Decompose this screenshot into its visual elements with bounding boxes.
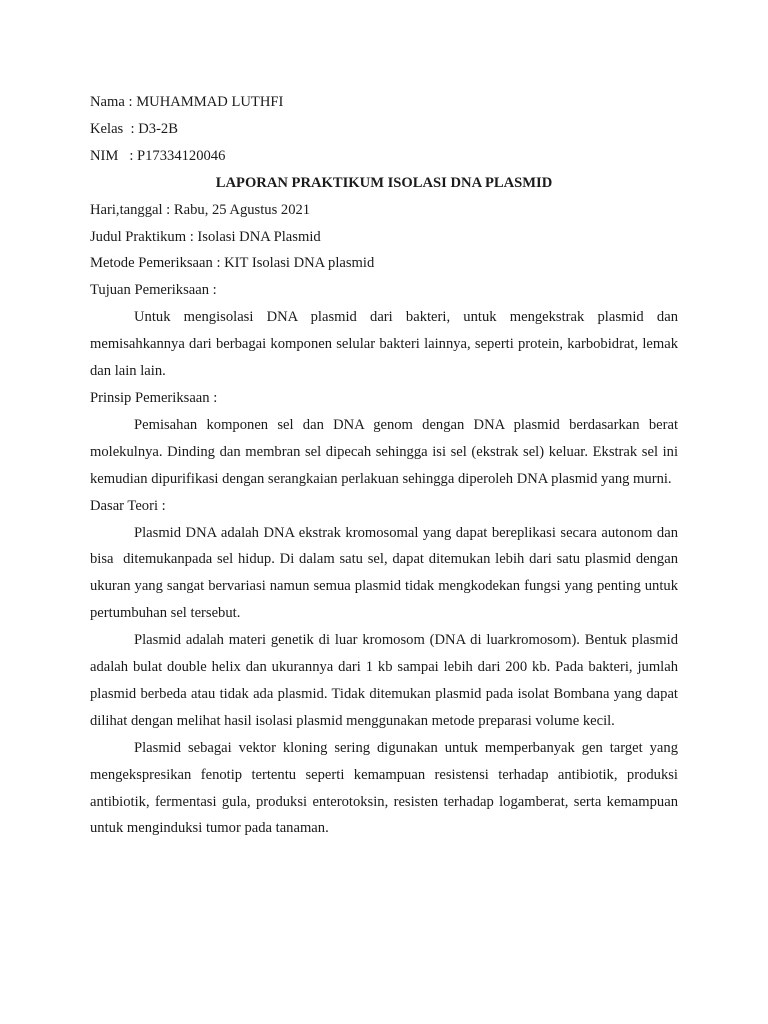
prinsip-heading: Prinsip Pemeriksaan : [90,389,218,406]
dasar-teori-heading: Dasar Teori : [90,497,166,514]
tujuan-paragraph: Untuk mengisolasi DNA plasmid dari bakteri, untuk mengekstrak plasmid dan memisahkannya dari berbagai komponen selular bakteri lainnya, seperti protein, karbobidrat, lemak dan lain lain. [90,309,678,380]
dasar-teori-paragraph-3: Plasmid sebagai vektor kloning sering digunakan untuk memperbanyak gen target yang mengekspresikan fenotip tertentu seperti kemampuan resistensi terhadap antibiotik, produksi antibiotik, fermentasi gula, produksi enterotoksin, resisten terhadap logamberat, serta kemampuan untuk menginduksi tumor pada tanaman. [90,739,678,837]
report-date: Hari,tanggal : Rabu, 25 Agustus 2021 [90,201,311,218]
report-title: LAPORAN PRAKTIKUM ISOLASI DNA PLASMID [215,174,553,191]
report-judul: Judul Praktikum : Isolasi DNA Plasmid [90,228,321,245]
document-page [90,89,682,842]
student-name: Nama : MUHAMMAD LUTHFI [90,94,284,110]
prinsip-paragraph: Pemisahan komponen sel dan DNA genom dengan DNA plasmid berdasarkan berat molekulnya. Dinding dan membran sel dipecah sehingga isi sel (ekstrak sel) keluar. Ekstrak sel ini kemudian dipurifikasi dengan serangkaian perlakuan sehingga diperoleh DNA plasmid yang murni. [90,416,678,487]
dasar-teori-paragraph-2: Plasmid adalah materi genetik di luar kromosom (DNA di luarkromosom). Bentuk plasmid adalah bulat double helix dan ukurannya dari 1 kb sampai lebih dari 200 kb. Pada bakteri, jumlah plasmid berbeda atau tidak ada plasmid. Tidak ditemukan plasmid pada isolat Bombana yang dapat dilihat dengan melihat hasil isolasi plasmid menggunakan metode preparasi volume kecil. [90,632,678,729]
tujuan-heading: Tujuan Pemeriksaan : [90,282,217,299]
student-nim: NIM : P17334120046 [90,147,226,164]
report-metode: Metode Pemeriksaan : KIT Isolasi DNA plasmid [90,255,375,272]
dasar-teori-paragraph-1: Plasmid DNA adalah DNA ekstrak kromosomal yang dapat bereplikasi secara autonom dan bisa ditemukanpada sel hidup. Di dalam satu sel, dapat ditemukan lebih dari satu plasmid dengan ukuran yang sangat bervariasi namun semua plasmid tidak mengkodekan fungsi yang penting untuk pertumbuhan sel tersebut. [90,524,682,622]
student-class: Kelas : D3-2B [90,120,178,137]
